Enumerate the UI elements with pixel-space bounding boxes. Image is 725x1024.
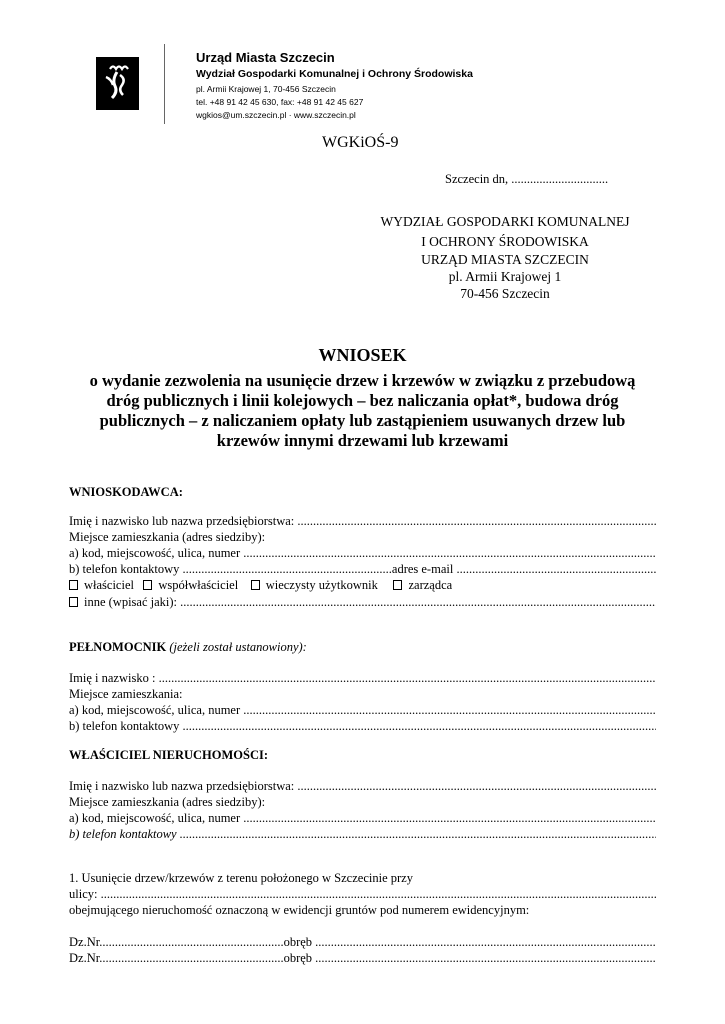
office-name: Urząd Miasta Szczecin bbox=[196, 50, 335, 65]
owner-heading: WŁAŚCICIEL NIERUCHOMOŚCI: bbox=[69, 748, 268, 762]
recipient-line-3: URZĄD MIASTA SZCZECIN bbox=[421, 252, 589, 267]
applicant-heading: WNIOSKODAWCA: bbox=[69, 485, 183, 499]
owner-name-field[interactable]: Imię i nazwisko lub nazwa przedsiębiorstwa: ..... bbox=[69, 779, 656, 794]
section1-intro: 1. Usunięcie drzew/krzewów z terenu położonego w Szczecinie przy bbox=[69, 871, 413, 885]
checkbox-icon[interactable] bbox=[393, 580, 402, 590]
option-manager[interactable]: zarządca bbox=[393, 578, 452, 592]
department-name: Wydział Gospodarki Komunalnej i Ochrony Środowiska bbox=[196, 68, 473, 80]
owner-address-field[interactable]: a) kod, miejscowość, ulica, numer ..... bbox=[69, 811, 656, 826]
owner-residence-label: Miejsce zamieszkania (adres siedziby): bbox=[69, 795, 266, 809]
office-contact: wgkios@um.szczecin.pl · www.szczecin.pl bbox=[196, 110, 356, 120]
proxy-heading: PEŁNOMOCNIK (jeżeli został ustanowiony): bbox=[69, 640, 307, 654]
proxy-name-field[interactable]: Imię i nazwisko : ..... bbox=[69, 671, 656, 686]
subtitle-line-2: dróg publicznych i linii kolejowych – bez naliczania opłat*, budowa dróg bbox=[106, 391, 619, 410]
checkbox-icon[interactable] bbox=[251, 580, 260, 590]
option-owner[interactable]: właściciel bbox=[69, 578, 134, 592]
applicant-role-options bbox=[69, 578, 656, 593]
office-address: pl. Armii Krajowej 1, 70-456 Szczecin bbox=[196, 84, 336, 94]
proxy-address-field[interactable]: a) kod, miejscowość, ulica, numer ..... bbox=[69, 703, 656, 718]
applicant-address-field[interactable]: a) kod, miejscowość, ulica, numer ..... bbox=[69, 546, 656, 561]
parcel-row[interactable]: Dz.Nr...........................................................obręb ..... bbox=[69, 951, 656, 966]
applicant-residence-label: Miejsce zamieszkania (adres siedziby): bbox=[69, 530, 266, 544]
parcel-row[interactable]: Dz.Nr...........................................................obręb ..... bbox=[69, 935, 656, 950]
checkbox-icon[interactable] bbox=[143, 580, 152, 590]
parcel-text: obejmującego nieruchomość oznaczoną w ewidencji gruntów pod numerem ewidencyjnym: bbox=[69, 903, 530, 917]
office-phone: tel. +48 91 42 45 630, fax: +48 91 42 45 627 bbox=[196, 97, 364, 107]
applicant-other-field[interactable]: inne (wpisać jaki): ..... bbox=[69, 595, 656, 610]
place-date-field[interactable]: Szczecin dn, ............................... bbox=[445, 172, 609, 186]
recipient-line-1: WYDZIAŁ GOSPODARKI KOMUNALNEJ bbox=[380, 214, 630, 229]
option-perpetual-user[interactable]: wieczysty użytkownik bbox=[251, 578, 378, 592]
proxy-residence-label: Miejsce zamieszkania: bbox=[69, 687, 183, 701]
form-code: WGKiOŚ-9 bbox=[322, 134, 399, 151]
checkbox-icon[interactable] bbox=[69, 580, 78, 590]
recipient-line-2: I OCHRONY ŚRODOWISKA bbox=[421, 234, 589, 249]
subtitle-line-4: krzewów innymi drzewami lub krzewami bbox=[216, 431, 509, 450]
document-title: WNIOSEK bbox=[318, 345, 407, 365]
applicant-name-field[interactable]: Imię i nazwisko lub nazwa przedsiębiorstwa: ..... bbox=[69, 514, 656, 529]
option-co-owner[interactable]: współwłaściciel bbox=[143, 578, 238, 592]
recipient-line-5: 70-456 Szczecin bbox=[460, 286, 550, 301]
subtitle-line-1: o wydanie zezwolenia na usunięcie drzew i krzewów w związku z przebudową bbox=[89, 371, 636, 390]
city-logo bbox=[96, 57, 139, 110]
applicant-contact-field[interactable]: b) telefon kontaktowy ...................................................................adres e-mail ..... bbox=[69, 562, 656, 577]
subtitle-line-3: publicznych – z naliczaniem opłaty lub zastąpieniem usuwanych drzew lub bbox=[99, 411, 626, 430]
letterhead-divider bbox=[164, 44, 165, 124]
proxy-phone-field[interactable]: b) telefon kontaktowy ..... bbox=[69, 719, 656, 734]
street-field[interactable]: ulicy: ..... bbox=[69, 887, 656, 902]
recipient-line-4: pl. Armii Krajowej 1 bbox=[448, 269, 562, 284]
checkbox-icon[interactable] bbox=[69, 597, 78, 607]
owner-phone-field[interactable]: b) telefon kontaktowy ..... bbox=[69, 827, 656, 842]
